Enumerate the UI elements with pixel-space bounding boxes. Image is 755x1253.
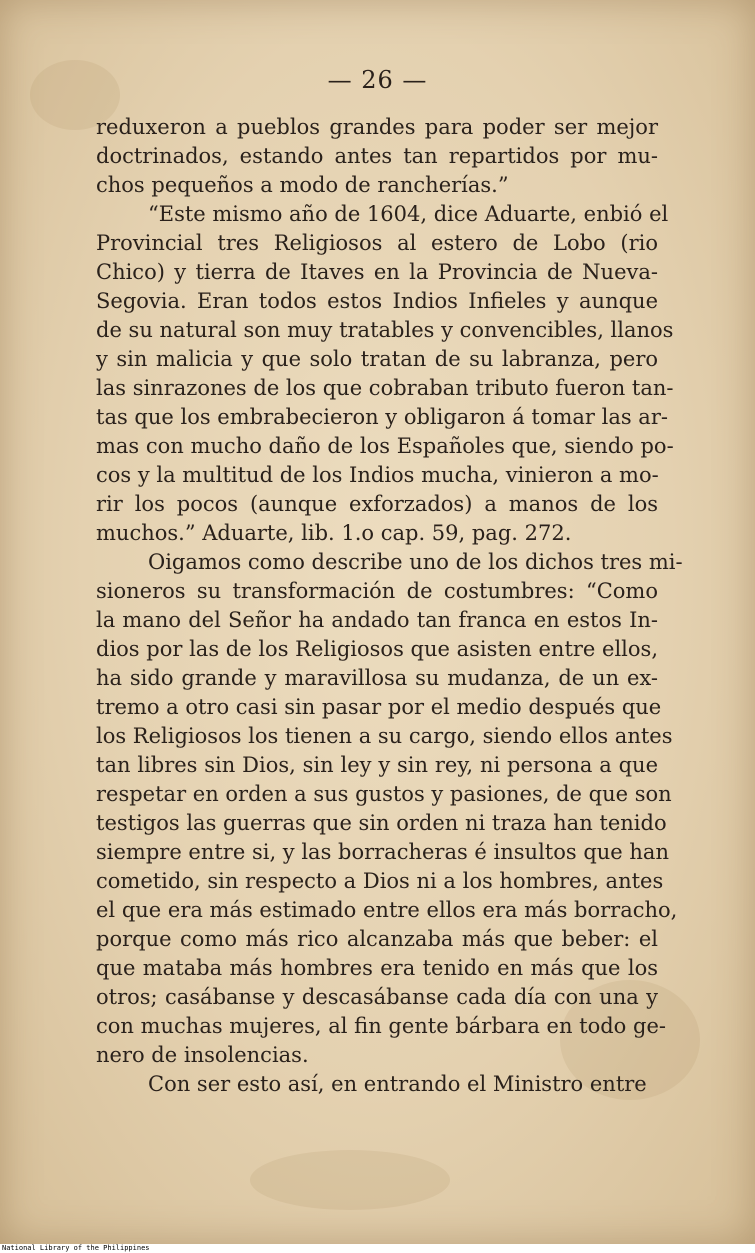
text-line: tremo a otro casi sin pasar por el medio después que bbox=[96, 695, 662, 719]
text-line: respetar en orden a sus gustos y pasiones, de que son bbox=[96, 782, 672, 806]
text-line: ha sido grande y maravillosa su mudanza, de un ex- bbox=[96, 666, 658, 690]
text-line: otros; casábanse y descasábanse cada día con una y bbox=[96, 985, 658, 1009]
text-line: testigos las guerras que sin orden ni traza han tenido bbox=[96, 811, 667, 835]
text-line: “Este mismo año de 1604, dice Aduarte, enbió el bbox=[148, 202, 669, 226]
text-line: sioneros su transformación de costumbres: “Como bbox=[96, 579, 658, 603]
paragraph bbox=[96, 1070, 658, 1099]
text-line: doctrinados, estando antes tan repartidos por mu- bbox=[96, 144, 658, 168]
text-line: el que era más estimado entre ellos era más borracho, bbox=[96, 898, 678, 922]
text-line: de su natural son muy tratables y convencibles, llanos bbox=[96, 318, 674, 342]
text-line: la mano del Señor ha andado tan franca en estos In- bbox=[96, 608, 658, 632]
paragraph bbox=[96, 548, 683, 1070]
text-line: los Religiosos los tienen a su cargo, siendo ellos antes bbox=[96, 724, 673, 748]
text-line: y sin malicia y que solo tratan de su labranza, pero bbox=[96, 347, 658, 371]
text-line: tas que los embrabecieron y obligaron á tomar las ar- bbox=[96, 405, 668, 429]
text-line: Oigamos como describe uno de los dichos tres mi- bbox=[148, 550, 683, 574]
text-line: rir los pocos (aunque exforzados) a manos de los bbox=[96, 492, 658, 516]
text-line: cos y la multitud de los Indios mucha, vinieron a mo- bbox=[96, 463, 659, 487]
text-line: Segovia. Eran todos estos Indios Infieles y aunque bbox=[96, 289, 658, 313]
text-line: las sinrazones de los que cobraban tributo fueron tan- bbox=[96, 376, 674, 400]
text-line: con muchas mujeres, al fin gente bárbara en todo ge- bbox=[96, 1014, 666, 1038]
body-text bbox=[96, 113, 683, 1099]
paragraph bbox=[96, 200, 674, 548]
text-line: que mataba más hombres era tenido en más que los bbox=[96, 956, 658, 980]
text-line: siempre entre si, y las borracheras é insultos que han bbox=[96, 840, 669, 864]
text-line: reduxeron a pueblos grandes para poder ser mejor bbox=[96, 115, 658, 139]
page-number: — 26 — bbox=[327, 66, 428, 94]
text-line: cometido, sin respecto a Dios ni a los hombres, antes bbox=[96, 869, 664, 893]
text-line: chos pequeños a modo de rancherías.” bbox=[96, 173, 509, 197]
text-line: mas con mucho daño de los Españoles que, siendo po- bbox=[96, 434, 674, 458]
paragraph bbox=[96, 113, 658, 200]
paper-stain bbox=[250, 1150, 450, 1210]
text-line: nero de insolencias. bbox=[96, 1043, 309, 1067]
text-line: muchos.” Aduarte, lib. 1.o cap. 59, pag. 272. bbox=[96, 521, 572, 545]
library-credit: National Library of the Philippines bbox=[2, 1244, 150, 1252]
text-line: dios por las de los Religiosos que asisten entre ellos, bbox=[96, 637, 658, 661]
text-line: Con ser esto así, en entrando el Ministro entre bbox=[148, 1072, 647, 1096]
text-line: Chico) y tierra de Itaves en la Provincia de Nueva- bbox=[96, 260, 658, 284]
text-line: tan libres sin Dios, sin ley y sin rey, ni persona a que bbox=[96, 753, 658, 777]
text-line: Provincial tres Religiosos al estero de Lobo (rio bbox=[96, 231, 658, 255]
text-line: porque como más rico alcanzaba más que beber: el bbox=[96, 927, 658, 951]
